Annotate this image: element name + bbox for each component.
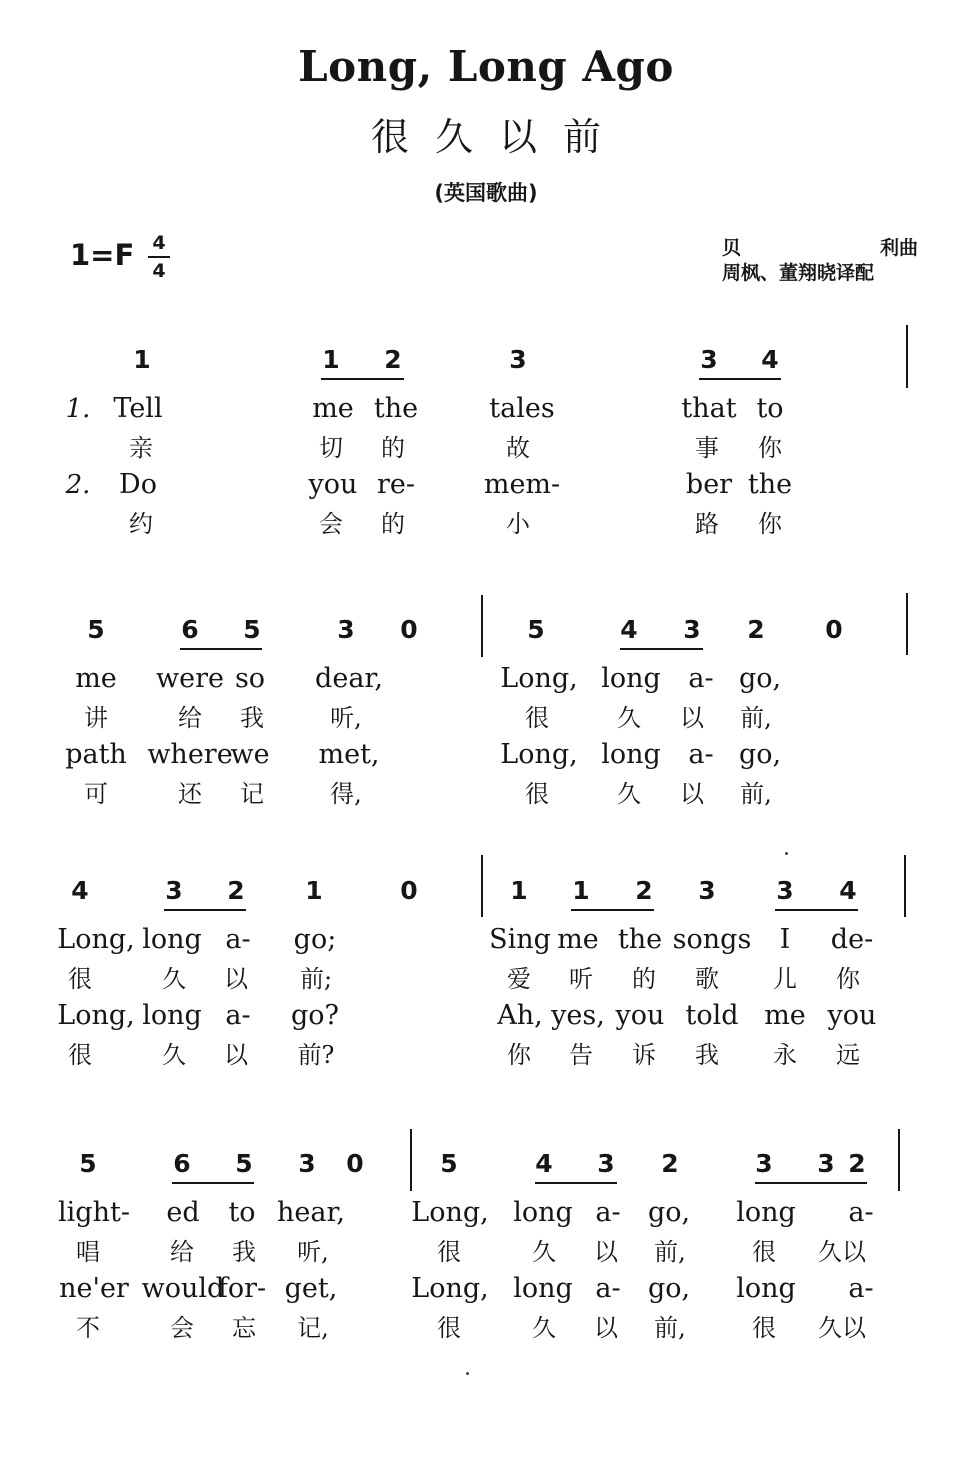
lyric-en-verse1: I (779, 924, 791, 955)
lyric-en-verse1: were (156, 663, 224, 694)
beam-underline (172, 1182, 254, 1184)
jianpu-note: 3 (698, 876, 716, 905)
song-title: Long, Long Ago (298, 42, 674, 91)
lyric-en-verse2: re- (376, 469, 416, 500)
lyric-cn-verse1: 唱 (76, 1238, 100, 1266)
lyric-en-verse2: you (615, 1000, 665, 1031)
lyric-cn-verse1: 听, (330, 704, 362, 732)
lyric-en-verse1: so (234, 663, 266, 694)
lyric-en-verse2: path (65, 739, 127, 770)
lyric-en-verse1: Sing (489, 924, 551, 955)
jianpu-note: 6 (173, 1149, 191, 1178)
lyric-en-verse2: you (827, 1000, 877, 1031)
time-signature-line (148, 256, 170, 258)
jianpu-note: 3 (817, 1149, 835, 1178)
lyric-en-verse1: de- (830, 924, 874, 955)
lyric-cn-verse1: 故 (506, 434, 530, 462)
lyric-en-verse1: hear, (277, 1197, 345, 1228)
lyric-en-verse1: tales (489, 393, 555, 424)
lyric-en-verse2: the (747, 469, 793, 500)
composer-name: 贝 (722, 237, 742, 259)
lyric-cn-verse2: 很 (525, 780, 549, 808)
lyric-en-verse1: that (681, 393, 737, 424)
lyric-cn-verse1: 听, (297, 1238, 329, 1266)
lyric-en-verse1: a- (595, 1197, 621, 1228)
jianpu-note: 3 (337, 615, 355, 644)
lyric-en-verse1: to (228, 1197, 256, 1228)
lyric-cn-verse2: 路 (695, 510, 719, 538)
jianpu-note: 5 (235, 1149, 253, 1178)
lyric-cn-verse1: 以 (594, 1238, 618, 1266)
lyric-en-verse1: Tell (113, 393, 163, 424)
lyric-en-verse1: go, (738, 663, 782, 694)
jianpu-note: 3 (700, 345, 718, 374)
lyric-en-verse1: me (312, 393, 354, 424)
composer-credit (722, 236, 918, 261)
lyric-cn-verse2: 的 (381, 510, 405, 538)
lyric-en-verse2: me (764, 1000, 806, 1031)
lyric-cn-verse2: 会 (319, 510, 343, 538)
lyric-en-verse2: you (308, 469, 358, 500)
beam-underline (164, 909, 246, 911)
jianpu-note: 0 (400, 876, 418, 905)
beam-underline (180, 648, 262, 650)
lyric-en-verse1: a- (225, 924, 251, 955)
lyric-en-verse2: for- (217, 1273, 267, 1304)
jianpu-note: 2 (848, 1149, 866, 1178)
lyric-cn-verse2: 诉 (632, 1041, 656, 1069)
lyric-cn-verse2: 告 (569, 1041, 593, 1069)
lyric-cn-verse2: 可 (84, 780, 108, 808)
bar-line (481, 855, 483, 917)
lyric-cn-verse1: 以 (224, 965, 248, 993)
bar-line (904, 855, 906, 917)
jianpu-note: 5 (440, 1149, 458, 1178)
jianpu-note: 2 (384, 345, 402, 374)
beam-underline (699, 378, 781, 380)
lyric-cn-verse2: 你 (507, 1041, 531, 1069)
lyric-cn-verse2: 远 (836, 1041, 860, 1069)
lyric-cn-verse2: 小 (506, 510, 530, 538)
lyric-en-verse2: go, (647, 1273, 691, 1304)
lyric-cn-verse2: 前, (740, 780, 772, 808)
lyric-cn-verse1: 久 (532, 1238, 556, 1266)
jianpu-note: 0 (825, 615, 843, 644)
beam-underline (620, 648, 703, 650)
jianpu-note: 0 (346, 1149, 364, 1178)
lyric-cn-verse1: 听 (569, 965, 593, 993)
jianpu-note: 1 (572, 876, 590, 905)
time-signature-top: 4 (152, 232, 166, 254)
lyric-en-verse2: a- (848, 1273, 874, 1304)
lyric-cn-verse2: 以 (594, 1314, 618, 1342)
jianpu-note: 2 (635, 876, 653, 905)
lyric-en-verse1: light- (58, 1197, 130, 1228)
lyric-en-verse2: where (147, 739, 233, 770)
bar-line (906, 325, 908, 388)
lyric-cn-verse1: 很 (752, 1238, 776, 1266)
lyric-en-verse1: dear, (315, 663, 383, 694)
jianpu-note: 5 (87, 615, 105, 644)
jianpu-note: 0 (400, 615, 418, 644)
jianpu-note: 5 (79, 1149, 97, 1178)
jianpu-note: 4 (71, 876, 89, 905)
lyric-cn-verse2: 会 (170, 1314, 194, 1342)
jianpu-note: 4 (535, 1149, 553, 1178)
lyric-en-verse2: Long, (57, 1000, 135, 1031)
lyric-en-verse1: the (617, 924, 663, 955)
lyric-cn-verse1: 切 (319, 434, 343, 462)
lyric-en-verse2: long (513, 1273, 573, 1304)
lyric-en-verse1: a- (848, 1197, 874, 1228)
lyric-en-verse1: Long, (500, 663, 578, 694)
jianpu-note: 3 (597, 1149, 615, 1178)
lyric-cn-verse2: 久以 (818, 1314, 866, 1342)
lyric-cn-verse2: 记 (240, 780, 264, 808)
lyric-cn-verse2: 很 (752, 1314, 776, 1342)
lyric-cn-verse1: 你 (836, 965, 860, 993)
lyric-en-verse2: a- (595, 1273, 621, 1304)
lyric-en-verse2: met, (318, 739, 380, 770)
lyric-cn-verse1: 讲 (84, 704, 108, 732)
lyric-cn-verse1: 爱 (507, 965, 531, 993)
lyric-cn-verse1: 的 (632, 965, 656, 993)
lyric-cn-verse1: 的 (381, 434, 405, 462)
bar-line (481, 595, 483, 657)
lyric-cn-verse2: 以 (224, 1041, 248, 1069)
lyric-cn-verse2: 还 (178, 780, 202, 808)
lyric-en-verse2: Long, (411, 1273, 489, 1304)
jianpu-note: 4 (839, 876, 857, 905)
lyric-cn-verse2: 久 (532, 1314, 556, 1342)
lyric-cn-verse1: 很 (525, 704, 549, 732)
beam-underline (321, 378, 404, 380)
jianpu-note: 5 (527, 615, 545, 644)
lyric-en-verse2: we (230, 739, 270, 770)
lyric-cn-verse1: 我 (232, 1238, 256, 1266)
lyric-en-verse1: songs (672, 924, 752, 955)
lyric-cn-verse2: 你 (758, 510, 782, 538)
key-signature: 1=F (70, 238, 135, 272)
lyric-cn-verse1: 给 (170, 1238, 194, 1266)
lyric-cn-verse1: 前, (654, 1238, 686, 1266)
lyric-cn-verse2: 记, (297, 1314, 329, 1342)
lyric-en-verse2: a- (688, 739, 714, 770)
jianpu-note: 2 (747, 615, 765, 644)
lyric-en-verse1: the (373, 393, 419, 424)
lyric-en-verse2: long (736, 1273, 796, 1304)
time-signature-bottom: 4 (152, 260, 166, 282)
lyric-en-verse2: long (142, 1000, 202, 1031)
lyric-en-verse2: get, (284, 1273, 338, 1304)
verse-number: 1. (65, 394, 91, 424)
lyric-en-verse1: long (142, 924, 202, 955)
lyric-en-verse1: ed (166, 1197, 200, 1228)
lyric-en-verse2: ne'er (59, 1273, 129, 1304)
lyric-en-verse1: long (601, 663, 661, 694)
lyric-en-verse1: Long, (57, 924, 135, 955)
lyric-cn-verse1: 很 (68, 965, 92, 993)
lyric-cn-verse1: 前, (740, 704, 772, 732)
lyric-cn-verse1: 你 (758, 434, 782, 462)
lyric-en-verse2: yes, (551, 1000, 605, 1031)
credits (722, 236, 918, 286)
lyric-en-verse1: to (756, 393, 784, 424)
lyric-cn-verse2: 永 (773, 1041, 797, 1069)
jianpu-note: 3 (776, 876, 794, 905)
lyric-cn-verse2: 忘 (232, 1314, 256, 1342)
jianpu-note: 2 (661, 1149, 679, 1178)
bar-line (906, 593, 908, 655)
lyric-cn-verse1: 歌 (695, 965, 719, 993)
lyric-en-verse2: go, (738, 739, 782, 770)
beam-underline (775, 909, 858, 911)
jianpu-note: 3 (298, 1149, 316, 1178)
lyric-cn-verse1: 事 (695, 434, 719, 462)
scan-speck (466, 1372, 469, 1375)
lyric-en-verse2: would (141, 1273, 225, 1304)
lyric-en-verse1: long (513, 1197, 573, 1228)
lyric-cn-verse1: 久 (617, 704, 641, 732)
lyric-cn-verse1: 很 (437, 1238, 461, 1266)
jianpu-note: 2 (227, 876, 245, 905)
lyric-cn-verse2: 很 (68, 1041, 92, 1069)
translator-credit: 周枫、董翔晓译配 (722, 262, 875, 284)
jianpu-note: 1 (510, 876, 528, 905)
lyric-cn-verse1: 久 (162, 965, 186, 993)
lyric-en-verse2: Ah, (497, 1000, 543, 1031)
lyric-cn-verse2: 前, (654, 1314, 686, 1342)
verse-number: 2. (65, 470, 91, 500)
song-origin: (英国歌曲) (434, 181, 538, 205)
lyric-en-verse1: long (736, 1197, 796, 1228)
jianpu-note: 3 (165, 876, 183, 905)
lyric-cn-verse2: 很 (437, 1314, 461, 1342)
lyric-en-verse2: told (685, 1000, 739, 1031)
lyric-cn-verse1: 我 (240, 704, 264, 732)
time-signature (146, 232, 172, 282)
scan-speck (785, 852, 788, 855)
lyric-en-verse2: ber (685, 469, 733, 500)
lyric-en-verse1: Long, (411, 1197, 489, 1228)
beam-underline (571, 909, 654, 911)
lyric-en-verse2: Do (119, 469, 157, 500)
jianpu-note: 4 (761, 345, 779, 374)
lyric-en-verse2: Long, (500, 739, 578, 770)
jianpu-note: 3 (683, 615, 701, 644)
lyric-cn-verse2: 我 (695, 1041, 719, 1069)
jianpu-note: 1 (322, 345, 340, 374)
bar-line (898, 1129, 900, 1191)
jianpu-note: 5 (243, 615, 261, 644)
lyric-cn-verse1: 前; (299, 965, 333, 993)
jianpu-note: 6 (181, 615, 199, 644)
lyric-cn-verse2: 久 (162, 1041, 186, 1069)
jianpu-note: 1 (305, 876, 323, 905)
lyric-en-verse1: me (75, 663, 117, 694)
jianpu-note: 4 (620, 615, 638, 644)
lyric-cn-verse2: 前? (297, 1041, 335, 1069)
jianpu-note: 3 (509, 345, 527, 374)
lyric-en-verse2: a- (225, 1000, 251, 1031)
lyric-en-verse1: a- (688, 663, 714, 694)
jianpu-note: 3 (755, 1149, 773, 1178)
lyric-cn-verse1: 久以 (818, 1238, 866, 1266)
beam-underline (535, 1182, 617, 1184)
lyric-cn-verse1: 给 (178, 704, 202, 732)
lyric-en-verse2: long (601, 739, 661, 770)
lyric-cn-verse2: 久 (617, 780, 641, 808)
bar-line (410, 1129, 412, 1191)
composer-role: 利曲 (879, 237, 918, 259)
lyric-cn-verse2: 得, (330, 780, 362, 808)
song-subtitle: 很久以前 (370, 115, 627, 159)
lyric-cn-verse1: 以 (680, 704, 704, 732)
lyric-cn-verse2: 以 (680, 780, 704, 808)
beam-underline (817, 1182, 867, 1184)
lyric-en-verse1: me (557, 924, 599, 955)
lyric-cn-verse2: 约 (129, 510, 153, 538)
lyric-en-verse1: go, (647, 1197, 691, 1228)
lyric-en-verse2: go? (290, 1000, 340, 1031)
lyric-en-verse1: go; (293, 924, 337, 955)
lyric-en-verse2: mem- (483, 469, 561, 500)
jianpu-note: 1 (133, 345, 151, 374)
lyric-cn-verse1: 儿 (773, 965, 797, 993)
lyric-cn-verse2: 不 (76, 1314, 100, 1342)
lyric-cn-verse1: 亲 (129, 434, 153, 462)
